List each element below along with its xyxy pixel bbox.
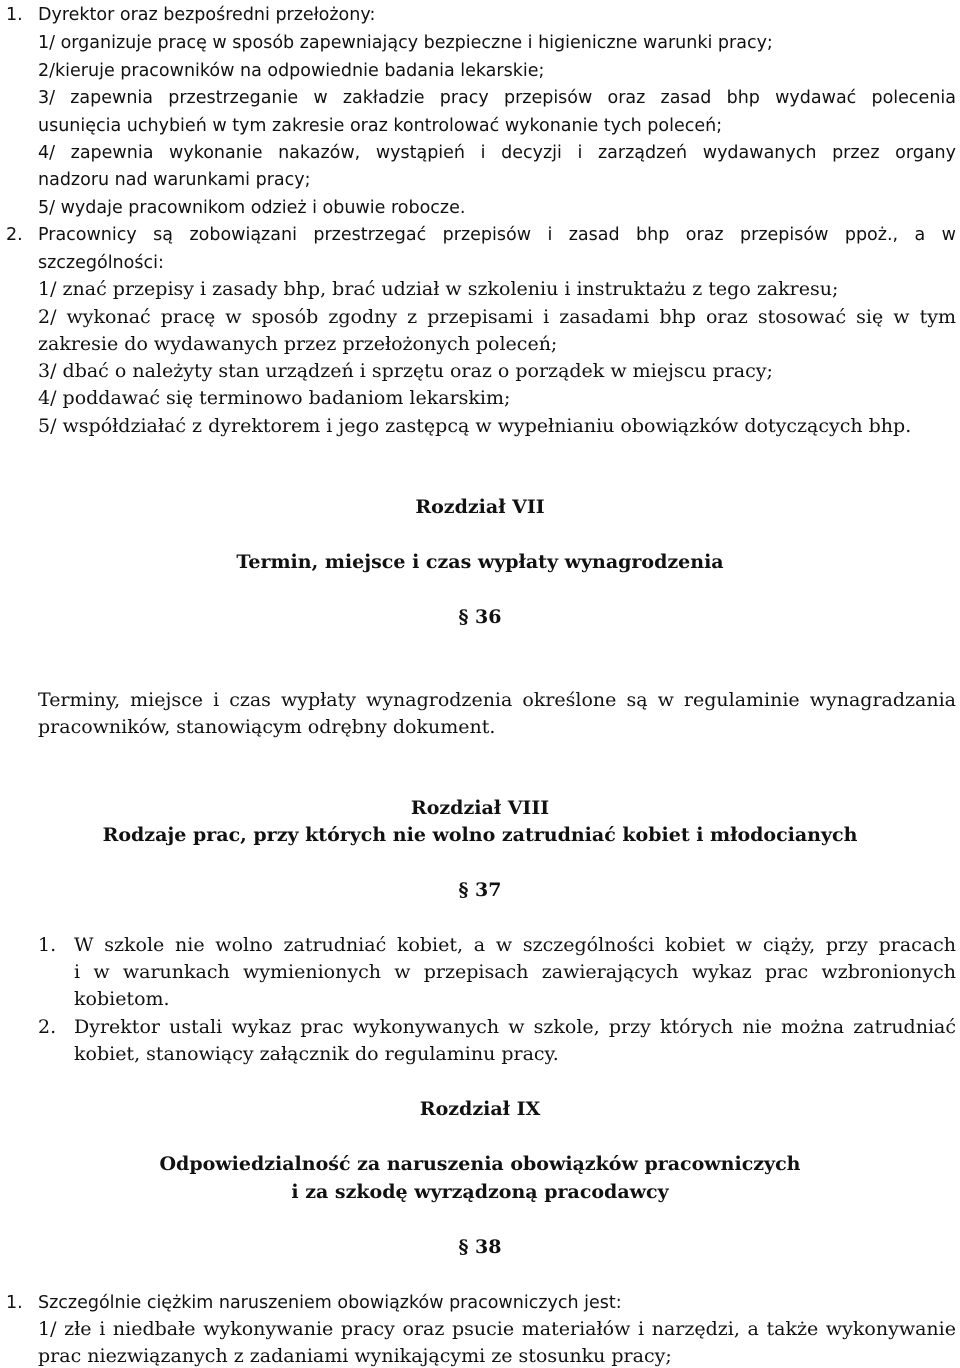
text-line: W szkole nie wolno zatrudniać kobiet, a w szczególności kobiet w ciąży, przy pracach <box>74 934 956 956</box>
text-line: 2/ wykonać pracę w sposób zgodny z przepisami i zasadami bhp oraz stosować się w tym <box>38 306 956 328</box>
chapter-title: Rozdział IX <box>419 1098 541 1120</box>
text-line: nadzoru nad warunkami pracy; <box>38 170 311 190</box>
chapter-subtitle: Termin, miejsce i czas wypłaty wynagrodzenia <box>236 551 724 573</box>
text-line: 3/ dbać o należyty stan urządzeń i sprzętu oraz o porządek w miejscu pracy; <box>38 360 773 382</box>
text-line: 4/ zapewnia wykonanie nakazów, wystąpień i decyzji i zarządzeń wydawanych przez organy <box>38 143 956 163</box>
chapter-title: Rozdział VIII <box>410 797 550 819</box>
text-line: 1/ organizuje pracę w sposób zapewniający bezpieczne i higieniczne warunki pracy; <box>38 33 773 53</box>
item-number: 1. <box>6 5 23 25</box>
item-heading: Dyrektor oraz bezpośredni przełożony: <box>38 5 376 25</box>
text-line: 3/ zapewnia przestrzeganie w zakładzie pracy przepisów oraz zasad bhp wydawać polecenia <box>38 88 956 108</box>
text-line: prac niezwiązanych z zadaniami wynikającymi ze stosunku pracy; <box>38 1345 672 1367</box>
text-line: usunięcia uchybień w tym zakresie oraz kontrolować wykonanie tych poleceń; <box>38 116 723 136</box>
chapter-subtitle: Odpowiedzialność za naruszenia obowiązków pracowniczych <box>159 1153 801 1175</box>
text-line: szczególności: <box>38 253 164 273</box>
text-line: 5/ wydaje pracownikom odzież i obuwie robocze. <box>38 198 466 218</box>
chapter-title: Rozdział VII <box>415 496 545 518</box>
paragraph-number: § 38 <box>458 1236 502 1258</box>
chapter-subtitle: Rodzaje prac, przy których nie wolno zatrudniać kobiet i młodocianych <box>102 824 858 846</box>
text-line: kobietom. <box>74 988 170 1010</box>
item-number: 2. <box>38 1016 57 1038</box>
text-line: zakresie do wydawanych przez przełożonych poleceń; <box>38 333 558 355</box>
text-line: i w warunkach wymienionych w przepisach zawierających wykaz prac wzbronionych <box>74 961 956 983</box>
text-line: Terminy, miejsce i czas wypłaty wynagrodzenia określone są w regulaminie wynagradzania <box>38 689 956 711</box>
item-number: 1. <box>38 934 57 956</box>
text-line: 2/kieruje pracowników na odpowiednie badania lekarskie; <box>38 61 545 81</box>
item-number: 2. <box>6 225 23 245</box>
item-heading: Pracownicy są zobowiązani przestrzegać przepisów i zasad bhp oraz przepisów ppoż., a w <box>38 225 956 245</box>
text-line: 1/ znać przepisy i zasady bhp, brać udział w szkoleniu i instruktażu z tego zakresu; <box>38 278 839 300</box>
text-line: Dyrektor ustali wykaz prac wykonywanych w szkole, przy których nie można zatrudniać <box>74 1016 956 1038</box>
chapter-subtitle: i za szkodę wyrządzoną pracodawcy <box>291 1181 669 1203</box>
text-line: 1/ złe i niedbałe wykonywanie pracy oraz psucie materiałów i narzędzi, a także wykonywanie <box>38 1318 956 1340</box>
item-heading: Szczególnie ciężkim naruszeniem obowiązków pracowniczych jest: <box>38 1293 622 1313</box>
text-line: 5/ współdziałać z dyrektorem i jego zastępcą w wypełnianiu obowiązków dotyczących bhp. <box>38 415 912 437</box>
text-line: 4/ poddawać się terminowo badaniom lekarskim; <box>38 387 511 409</box>
text-line: kobiet, stanowiący załącznik do regulaminu pracy. <box>74 1043 559 1065</box>
text-line: pracowników, stanowiącym odrębny dokument. <box>38 716 496 738</box>
paragraph-number: § 37 <box>458 879 502 901</box>
paragraph-number: § 36 <box>458 606 502 628</box>
item-number: 1. <box>6 1293 23 1313</box>
